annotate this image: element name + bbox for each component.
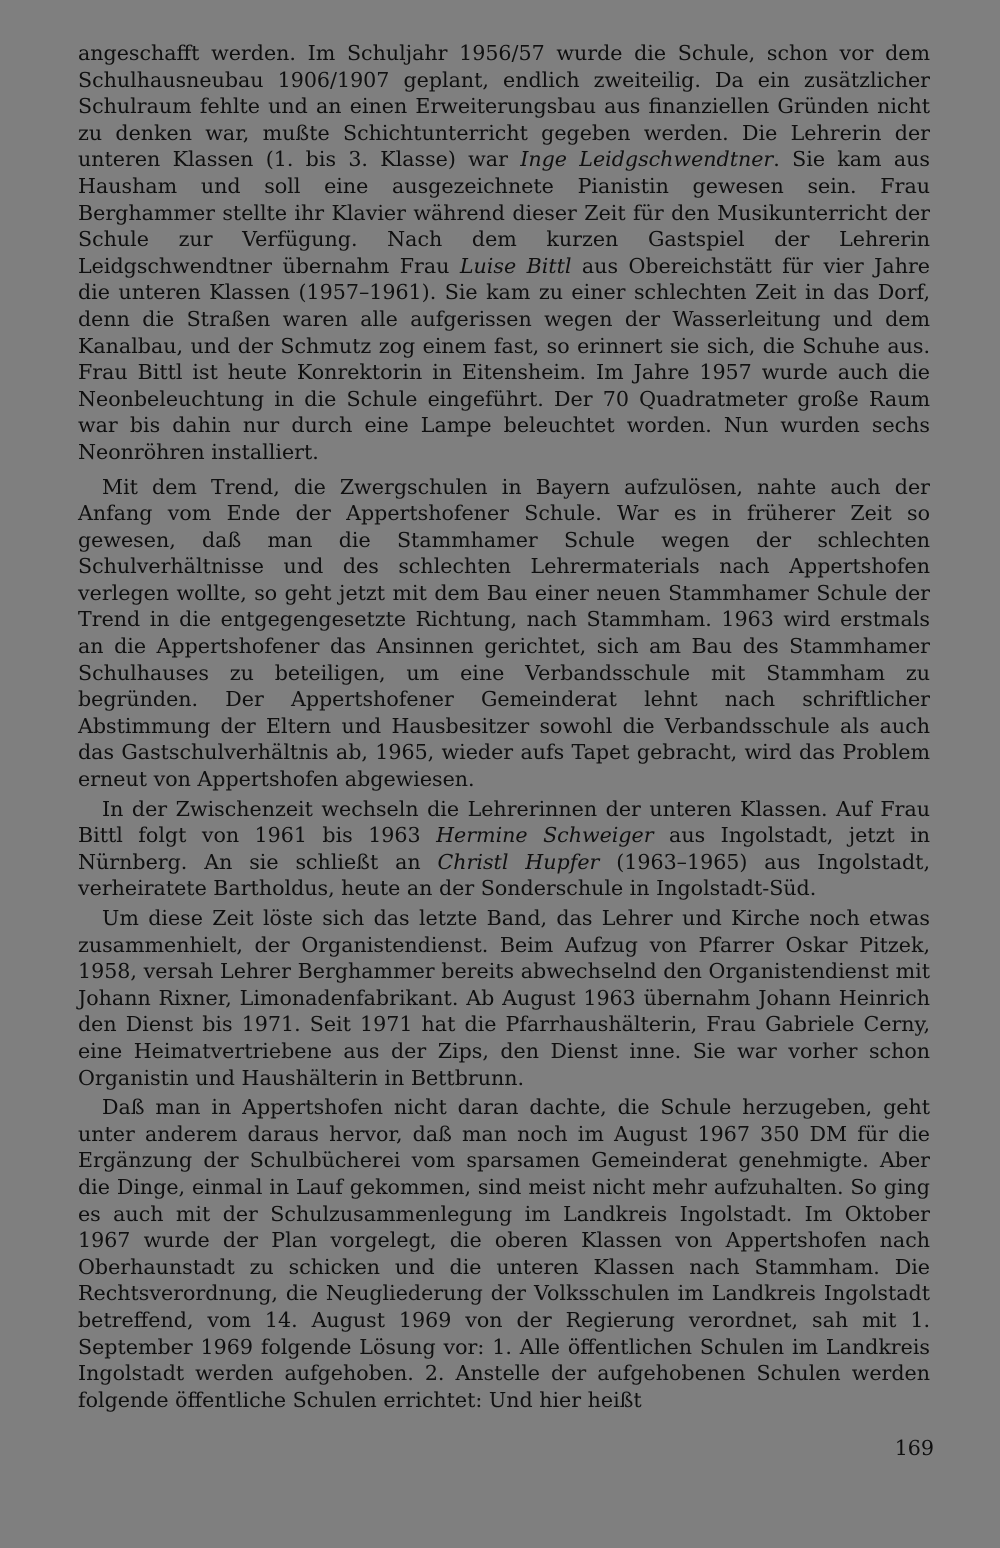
- paragraph-text: Mit dem Trend, die Zwergschulen in Bayern aufzulösen, nahte auch der Anfang vom Ende der Appertshofener Schule. War es in früherer Zeit so gewesen, daß man die Stammhamer Schule wegen der schlechten Schulverhältnisse und des schlechten Lehrermaterials nach Appertshofen verlegen wollte, so geht jetzt mit dem Bau einer neuen Stammhamer Schule der Trend in die entgegengesetzte Richtung, nach Stammham. 1963 wird erstmals an die Appertshofener das Ansinnen gerichtet, sich am Bau des Stammhamer Schulhauses zu beteiligen, um eine Verbandsschule mit Stammham zu begründen. Der Appertshofener Gemeinderat lehnt nach schriftlicher Abstimmung der Eltern und Hausbesitzer sowohl die Verbandsschule als auch das Gastschulverhältnis ab, 1965, wieder aufs Tapet gebracht, wird das Problem erneut von Appertshofen abgewiesen.: [78, 474, 930, 792]
- teacher-name: Luise Bittl: [459, 253, 572, 278]
- paragraph-text: In der Zwischenzeit wechseln die Lehrerinnen der unteren Klassen. Auf Frau Bittl folgt von 1961 bis 1963: [78, 796, 930, 848]
- paragraph-3: [78, 796, 930, 902]
- paragraph-1: [78, 40, 930, 466]
- paragraph-text: Daß man in Appertshofen nicht daran dachte, die Schule herzugeben, geht unter anderem daraus hervor, daß man noch im August 1967 350 DM für die Ergänzung der Schulbücherei vom sparsamen Gemeinderat genehmigte. Aber die Dinge, einmal in Lauf gekommen, sind meist nicht mehr aufzuhalten. So ging es auch mit der Schulzusammenlegung im Landkreis Ingolstadt. Im Oktober 1967 wurde der Plan vorgelegt, die oberen Klassen von Appertshofen nach Oberhaunstadt zu schicken und die unteren Klassen nach Stammham. Die Rechtsverordnung, die Neugliederung der Volksschulen im Landkreis Ingolstadt betreffend, vom 14. August 1969 von der Regierung verordnet, sah mit 1. September 1969 folgende Lösung vor: 1. Alle öffentlichen Schulen im Landkreis Ingolstadt werden aufgehoben. 2. Anstelle der aufgehobenen Schulen werden folgende öffentliche Schulen errichtet: Und hier heißt: [78, 1095, 930, 1412]
- teacher-name: Hermine Schweiger: [436, 823, 654, 848]
- paragraph-text: . Sie kam aus Hausham und soll eine ausgezeichnete Pianistin gewesen sein. Frau Berghammer stellte ihr Klavier während dieser Zeit für den Musikunterricht der Schule zur Verfügung. Nach dem kurzen Gastspiel der Lehrerin Leidgschwendtner übernahm Frau: [78, 147, 930, 278]
- paragraph-text: aus Obereichstätt für vier Jahre die unteren Klassen (1957–1961). Sie kam zu einer schlechten Zeit in das Dorf, denn die Straßen waren alle aufgerissen wegen der Wasserleitung und dem Kanalbau, und der Schmutz zog einem fast, so erinnert sie sich, die Schuhe aus. Frau Bittl ist heute Konrektorin in Eitensheim. Im Jahre 1957 wurde auch die Neonbeleuchtung in die Schule eingeführt. Der 70 Quadratmeter große Raum war bis dahin nur durch eine Lampe beleuchtet worden. Nun wurden sechs Neonröhren installiert.: [78, 253, 930, 464]
- paragraph-2: [78, 474, 930, 793]
- paragraph-text: aus Ingolstadt, jetzt in Nürnberg. An sie schließt an: [78, 823, 931, 874]
- paragraph-text: angeschafft werden. Im Schuljahr 1956/57 wurde die Schule, schon vor dem Schulhausneubau 1906/1907 geplant, endlich zweiteilig. Da ein zusätzlicher Schulraum fehlte und an einen Erweiterungsbau aus finanziellen Gründen nicht zu denken war, mußte Schichtunterricht gegeben werden. Die Lehrerin der unteren Klassen (1. bis 3. Klasse) war: [78, 41, 930, 172]
- teacher-name: Christl Hupfer: [437, 849, 600, 874]
- paragraph-5: [78, 1094, 930, 1413]
- paragraph-4: [78, 905, 930, 1091]
- paragraph-text: Um diese Zeit löste sich das letzte Band, das Lehrer und Kirche noch etwas zusammenhielt, der Organistendienst. Beim Aufzug von Pfarrer Oskar Pitzek, 1958, versah Lehrer Berghammer bereits abwechselnd den Organistendienst mit Johann Rixner, Limonadenfabrikant. Ab August 1963 übernahm Johann Heinrich den Dienst bis 1971. Seit 1971 hat die Pfarrhaushälterin, Frau Gabriele Cerny, eine Heimatvertriebene aus der Zips, den Dienst inne. Sie war vorher schon Organistin und Haushälterin in Bettbrunn.: [78, 906, 930, 1090]
- page-body: [78, 40, 930, 1413]
- paragraph-text: (1963–1965) aus Ingolstadt, verheiratete Bartholdus, heute an der Sonderschule in Ingolstadt-Süd.: [78, 849, 930, 901]
- page-number: 169: [894, 1436, 934, 1460]
- teacher-name: Inge Leidgschwendtner: [520, 147, 774, 172]
